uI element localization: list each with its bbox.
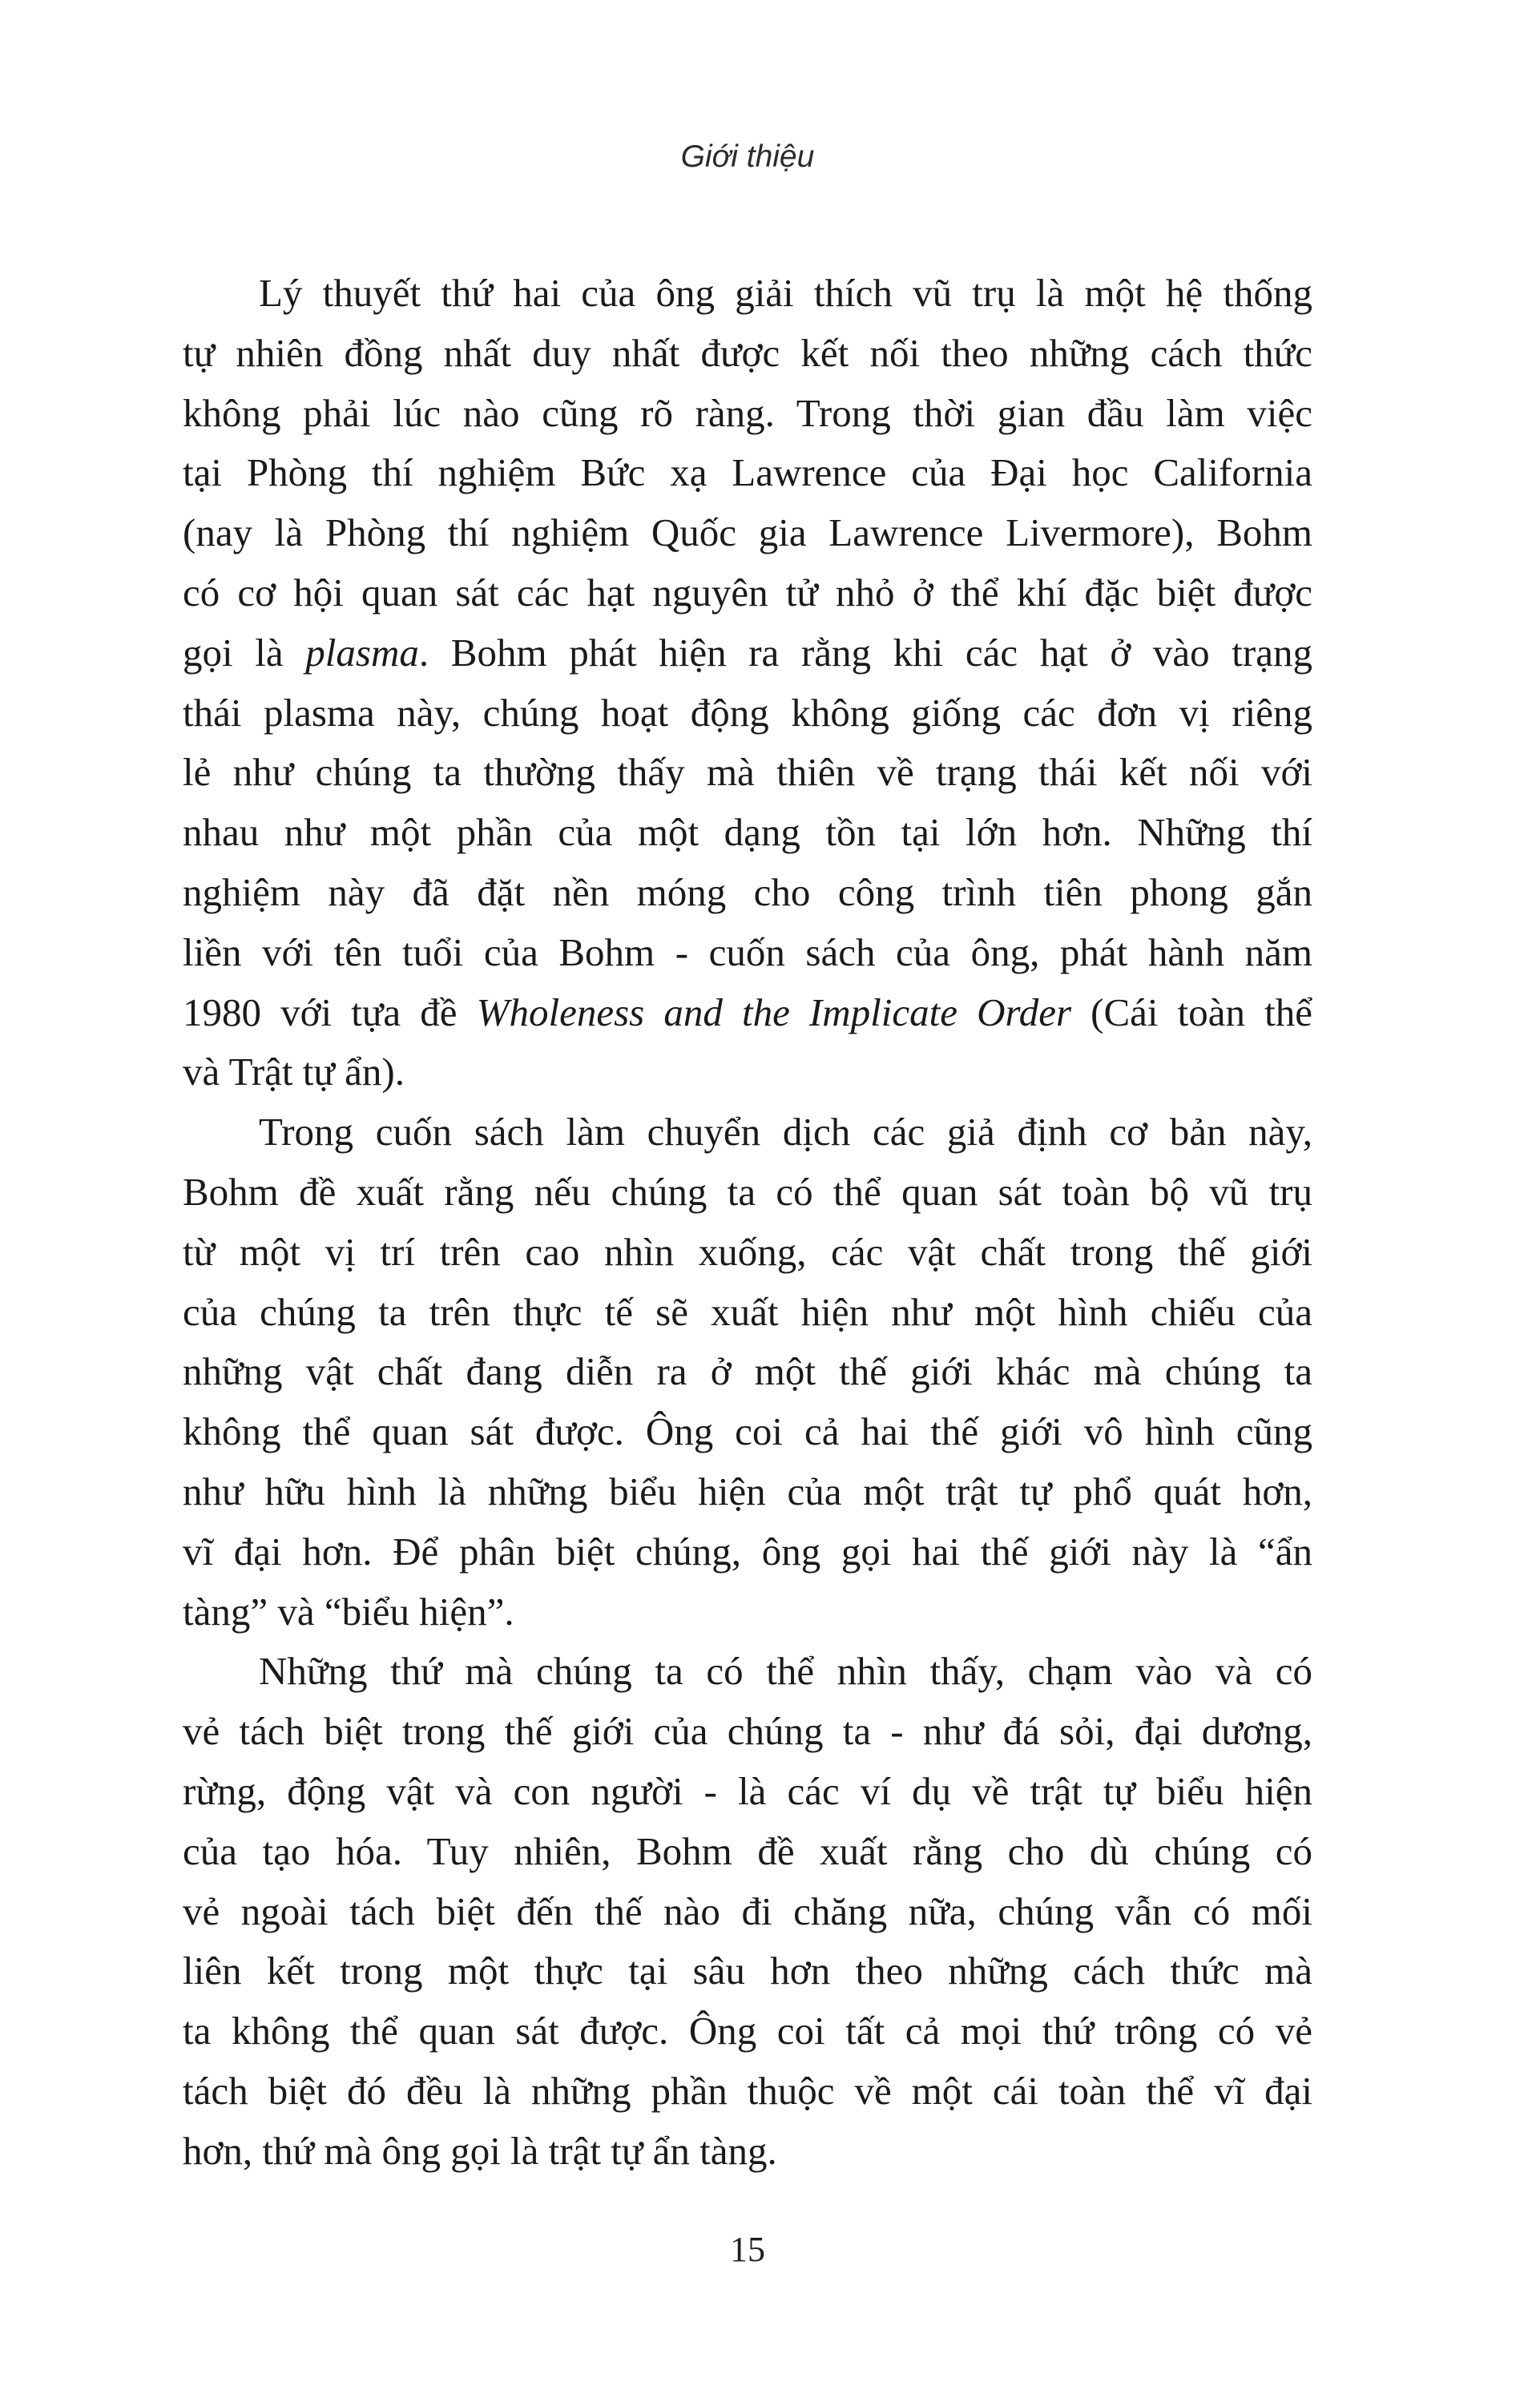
text-line (183, 324, 1312, 384)
text-segment: không thể quan sát được. Ông coi cả hai thế giới vô hình cũng (183, 1409, 1312, 1454)
text-segment: vĩ đại hơn. Để phân biệt chúng, ông gọi hai thế giới này là “ẩn (183, 1529, 1312, 1574)
running-header: Giới thiệu (680, 139, 815, 174)
text-segment: (Cái toàn thể (1071, 989, 1312, 1034)
text-line (183, 1642, 1312, 1702)
text-line (183, 1342, 1312, 1402)
text-segment: Bohm đề xuất rằng nếu chúng ta có thể quan sát toàn bộ vũ trụ (183, 1169, 1312, 1214)
text-segment: 1980 với tựa đề (183, 989, 477, 1034)
text-segment: (nay là Phòng thí nghiệm Quốc gia Lawrence Livermore), Bohm (183, 510, 1312, 555)
text-segment: của tạo hóa. Tuy nhiên, Bohm đề xuất rằng cho dù chúng có (183, 1828, 1312, 1873)
text-segment: Những thứ mà chúng ta có thể nhìn thấy, chạm vào và có (259, 1649, 1312, 1694)
paragraph (183, 1102, 1312, 1642)
text-segment: tại Phòng thí nghiệm Bức xạ Lawrence của Đại học California (183, 450, 1312, 495)
text-segment: rừng, động vật và con người - là các ví dụ về trật tự biểu hiện (183, 1768, 1312, 1813)
text-segment: gọi là (183, 630, 306, 675)
text-line (183, 1283, 1312, 1343)
text-line (183, 2061, 1312, 2122)
text-line (183, 1822, 1312, 1882)
text-segment: . Bohm phát hiện ra rằng khi các hạt ở vào trạng (418, 630, 1312, 675)
text-segment: thái plasma này, chúng hoạt động không giống các đơn vị riêng (183, 690, 1312, 735)
text-line (183, 1462, 1312, 1522)
text-line (183, 803, 1312, 863)
text-segment: những vật chất đang diễn ra ở một thế giới khác mà chúng ta (183, 1349, 1312, 1394)
text-line (183, 264, 1312, 324)
text-segment: Trong cuốn sách làm chuyển dịch các giả định cơ bản này, (259, 1110, 1312, 1155)
text-segment: của chúng ta trên thực tế sẽ xuất hiện như một hình chiếu của (183, 1289, 1312, 1334)
page-number: 15 (730, 2230, 765, 2269)
text-line (183, 1882, 1312, 1942)
paragraph (183, 1642, 1312, 2181)
text-line (183, 743, 1312, 803)
text-line (183, 1941, 1312, 2001)
text-segment: lẻ như chúng ta thường thấy mà thiên về trạng thái kết nối với (183, 750, 1312, 795)
text-segment: có cơ hội quan sát các hạt nguyên tử nhỏ ở thể khí đặc biệt được (183, 570, 1312, 615)
text-line (183, 623, 1312, 683)
text-line (183, 1522, 1312, 1582)
text-segment: liền với tên tuổi của Bohm - cuốn sách của ông, phát hành năm (183, 929, 1312, 974)
text-line (183, 983, 1312, 1043)
text-segment: nghiệm này đã đặt nền móng cho công trình tiên phong gắn (183, 869, 1312, 914)
text-segment: không phải lúc nào cũng rõ ràng. Trong thời gian đầu làm việc (183, 390, 1312, 435)
text-line (183, 863, 1312, 923)
text-segment: tự nhiên đồng nhất duy nhất được kết nối theo những cách thức (183, 330, 1312, 375)
text-segment: hơn, thứ mà ông gọi là trật tự ẩn tàng. (183, 2128, 777, 2173)
body-text (183, 264, 1312, 2182)
text-line (183, 1163, 1312, 1223)
text-line (183, 683, 1312, 744)
text-segment: vẻ ngoài tách biệt đến thế nào đi chăng nữa, chúng vẫn có mối (183, 1888, 1312, 1933)
text-segment: vẻ tách biệt trong thế giới của chúng ta - như đá sỏi, đại dương, (183, 1709, 1312, 1754)
text-line (183, 1042, 1312, 1102)
text-line (183, 1762, 1312, 1822)
text-line (183, 563, 1312, 623)
text-line (183, 2122, 1312, 2182)
text-line (183, 1702, 1312, 1762)
text-segment: tách biệt đó đều là những phần thuộc về một cái toàn thể vĩ đại (183, 2068, 1312, 2113)
text-segment: Lý thuyết thứ hai của ông giải thích vũ trụ là một hệ thống (259, 271, 1312, 315)
text-line (183, 1223, 1312, 1283)
text-segment: tàng” và “biểu hiện”. (183, 1589, 514, 1634)
text-segment: liên kết trong một thực tại sâu hơn theo những cách thức mà (183, 1949, 1312, 1993)
text-line (183, 2001, 1312, 2061)
text-segment: ta không thể quan sát được. Ông coi tất cả mọi thứ trông có vẻ (183, 2009, 1312, 2053)
text-line (183, 923, 1312, 983)
text-segment: từ một vị trí trên cao nhìn xuống, các vật chất trong thế giới (183, 1229, 1312, 1274)
text-line (183, 384, 1312, 444)
text-segment: như hữu hình là những biểu hiện của một trật tự phổ quát hơn, (183, 1469, 1312, 1513)
paragraph (183, 264, 1312, 1102)
text-line (183, 1402, 1312, 1462)
text-line (183, 1102, 1312, 1163)
text-line (183, 503, 1312, 563)
text-segment: và Trật tự ẩn). (183, 1050, 405, 1094)
italic-text-segment: Wholeness and the Implicate Order (476, 989, 1072, 1034)
text-line (183, 443, 1312, 503)
text-segment: nhau như một phần của một dạng tồn tại lớn hơn. Những thí (183, 810, 1312, 855)
italic-text-segment: plasma (305, 630, 419, 675)
text-line (183, 1582, 1312, 1642)
